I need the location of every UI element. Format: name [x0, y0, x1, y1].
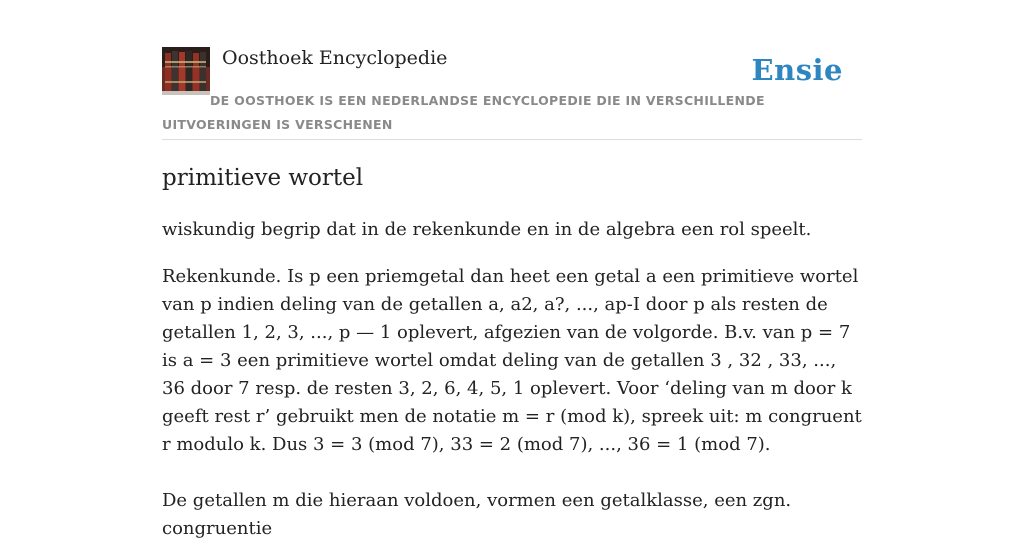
- page-title: primitieve wortel: [162, 165, 364, 191]
- article-paragraph-1: Rekenkunde. Is p een priemgetal dan heet een getal a een primitieve wortel van p indien deling van de getallen a, a2, a?, ..., ap-I door p als resten de getallen 1, 2, 3, ..., p — 1 oplevert, afgezien van de volgorde. B.v. van p = 7 is a = 3 een primitieve wortel omdat deling van de getallen 3 , 32 , 33, ..., 36 door 7 resp. de resten 3, 2, 6, 4, 5, 1 oplevert. Voor ‘deling van m door k geeft rest r’ gebruikt men de notatie m = r (mod k), spreek uit: m congruent r modulo k. Dus 3 = 3 (mod 7), 33 = 2 (mod 7), ..., 36 = 1 (mod 7).: [162, 266, 862, 455]
- source-header: [162, 0, 862, 140]
- article-intro: wiskundig begrip dat in de rekenkunde en in de algebra een rol speelt.: [162, 219, 812, 240]
- article-paragraph-2: De getallen m die hieraan voldoen, vormen een getalklasse, een zgn. congruentie: [162, 490, 792, 539]
- source-tagline: DE OOSTHOEK IS EEN NEDERLANDSE ENCYCLOPEDIE DIE IN VERSCHILLENDE UITVOERINGEN IS VERSCHENEN: [162, 93, 765, 132]
- content-container: [162, 0, 862, 539]
- encyclopedia-books-icon[interactable]: [162, 47, 210, 95]
- brand-logo[interactable]: Ensie: [751, 53, 843, 87]
- source-name[interactable]: Oosthoek Encyclopedie: [222, 47, 448, 69]
